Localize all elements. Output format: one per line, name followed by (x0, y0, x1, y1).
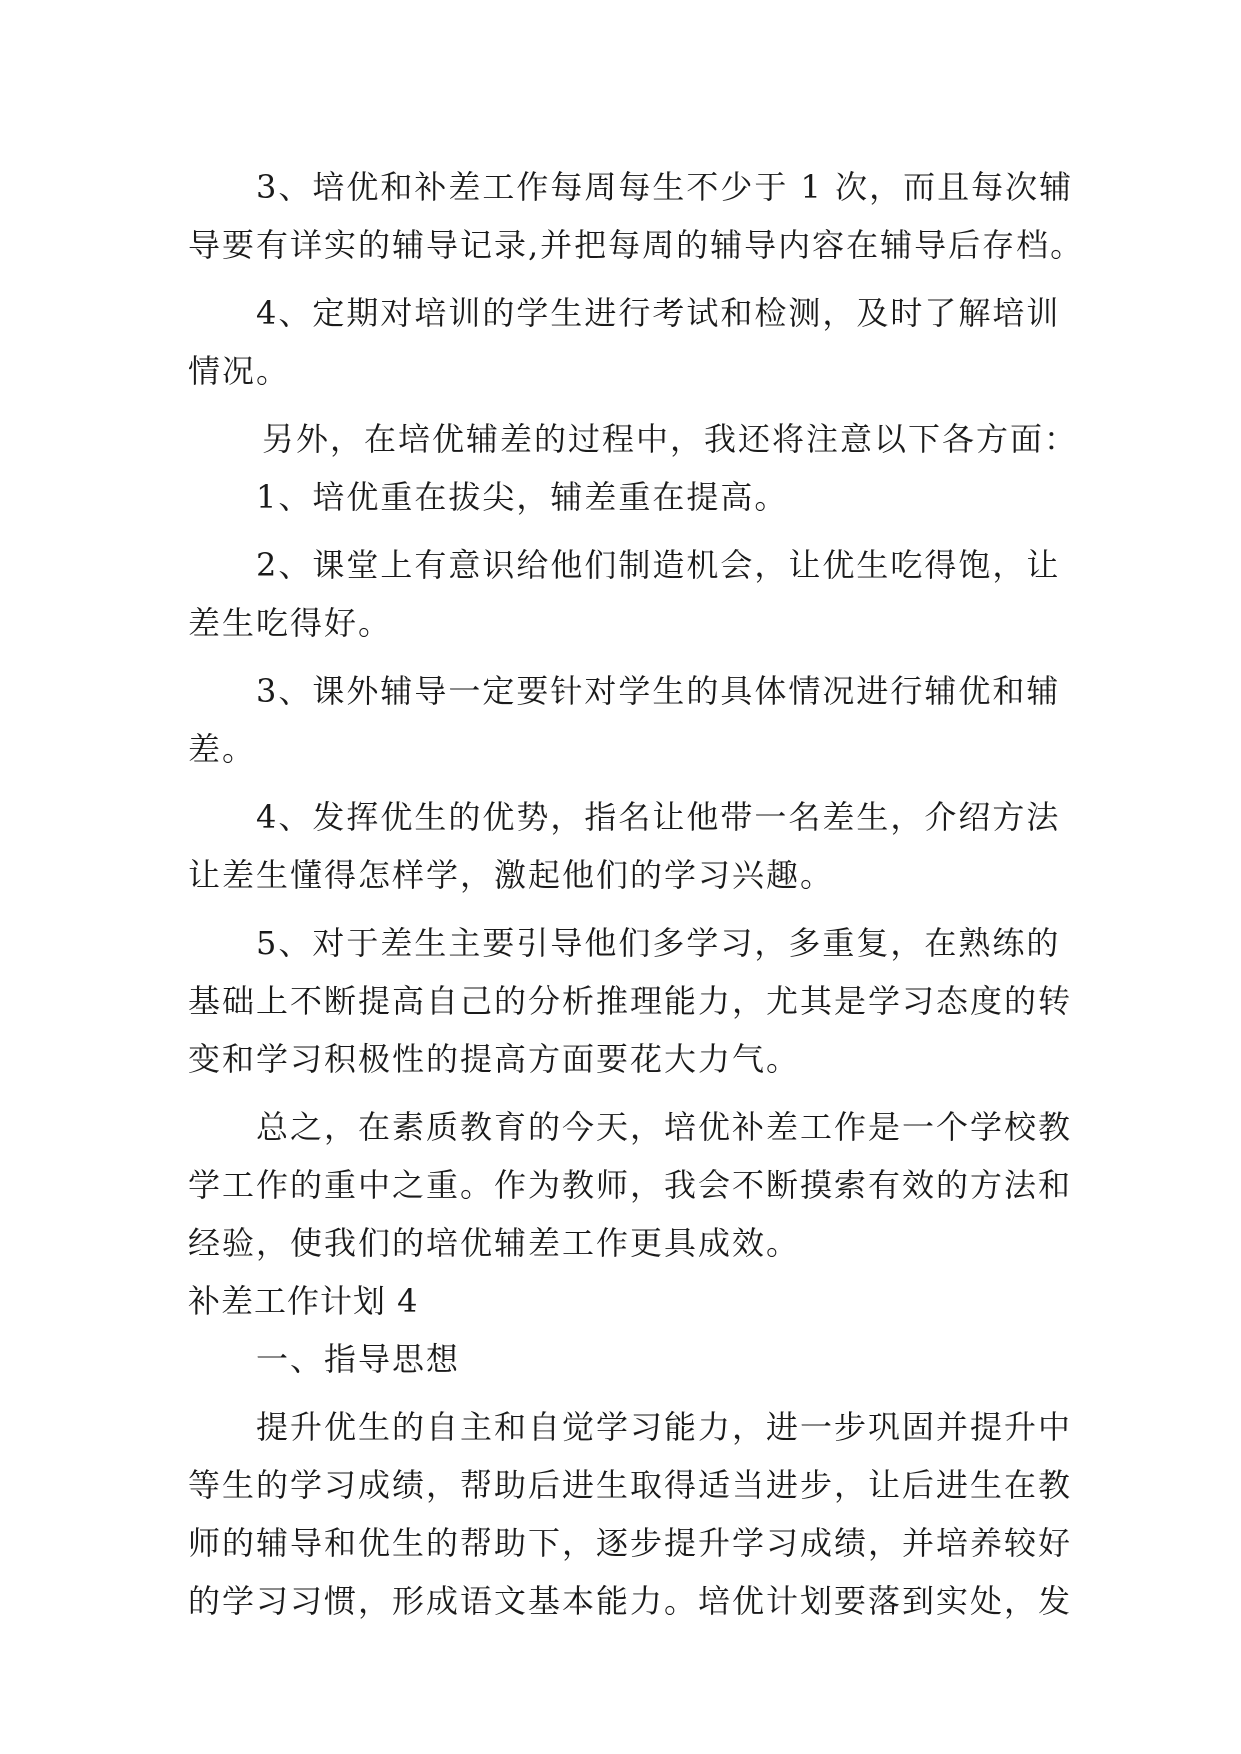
paragraph-line: 另外，在培优辅差的过程中，我还将注意以下各方面： (262, 420, 1079, 458)
paragraph-line: 1、培优重在拔尖，辅差重在提高。 (256, 478, 789, 516)
paragraph-line: 经验，使我们的培优辅差工作更具成效。 (188, 1224, 801, 1262)
paragraph-line: 让差生懂得怎样学，激起他们的学习兴趣。 (188, 856, 835, 894)
paragraph-line: 2、课堂上有意识给他们制造机会，让优生吃得饱，让 (256, 546, 1061, 584)
paragraph-line: 学工作的重中之重。作为教师，我会不断摸索有效的方法和 (188, 1166, 1073, 1204)
paragraph-line: 3、培优和补差工作每周每生不少于 1 次，而且每次辅 (256, 168, 1074, 206)
paragraph-line: 情况。 (188, 352, 291, 390)
document-body (188, 158, 1085, 1630)
paragraph-line: 总之，在素质教育的今天，培优补差工作是一个学校教 (256, 1108, 1073, 1146)
paragraph-line: 师的辅导和优生的帮助下，逐步提升学习成绩，并培养较好 (188, 1524, 1073, 1562)
paragraph-line: 基础上不断提高自己的分析推理能力，尤其是学习态度的转 (188, 982, 1073, 1020)
subsection-heading: 一、指导思想 (256, 1340, 461, 1378)
paragraph-line: 导要有详实的辅导记录,并把每周的辅导内容在辅导后存档。 (188, 226, 1085, 264)
paragraph-line: 等生的学习成绩，帮助后进生取得适当进步，让后进生在教 (188, 1466, 1073, 1504)
paragraph-line: 4、发挥优生的优势，指名让他带一名差生，介绍方法 (256, 798, 1061, 836)
paragraph-line: 变和学习积极性的提高方面要花大力气。 (188, 1040, 801, 1078)
section-heading: 补差工作计划 4 (188, 1282, 419, 1320)
paragraph-line: 差。 (188, 730, 257, 768)
paragraph-line: 5、对于差生主要引导他们多学习，多重复，在熟练的 (256, 924, 1061, 962)
paragraph-line: 的学习习惯，形成语文基本能力。培优计划要落到实处，发 (188, 1582, 1073, 1620)
paragraph-line: 差生吃得好。 (188, 604, 393, 642)
paragraph-line: 3、课外辅导一定要针对学生的具体情况进行辅优和辅 (256, 672, 1061, 710)
paragraph-line: 提升优生的自主和自觉学习能力，进一步巩固并提升中 (256, 1408, 1073, 1446)
paragraph-line: 4、定期对培训的学生进行考试和检测，及时了解培训 (256, 294, 1061, 332)
